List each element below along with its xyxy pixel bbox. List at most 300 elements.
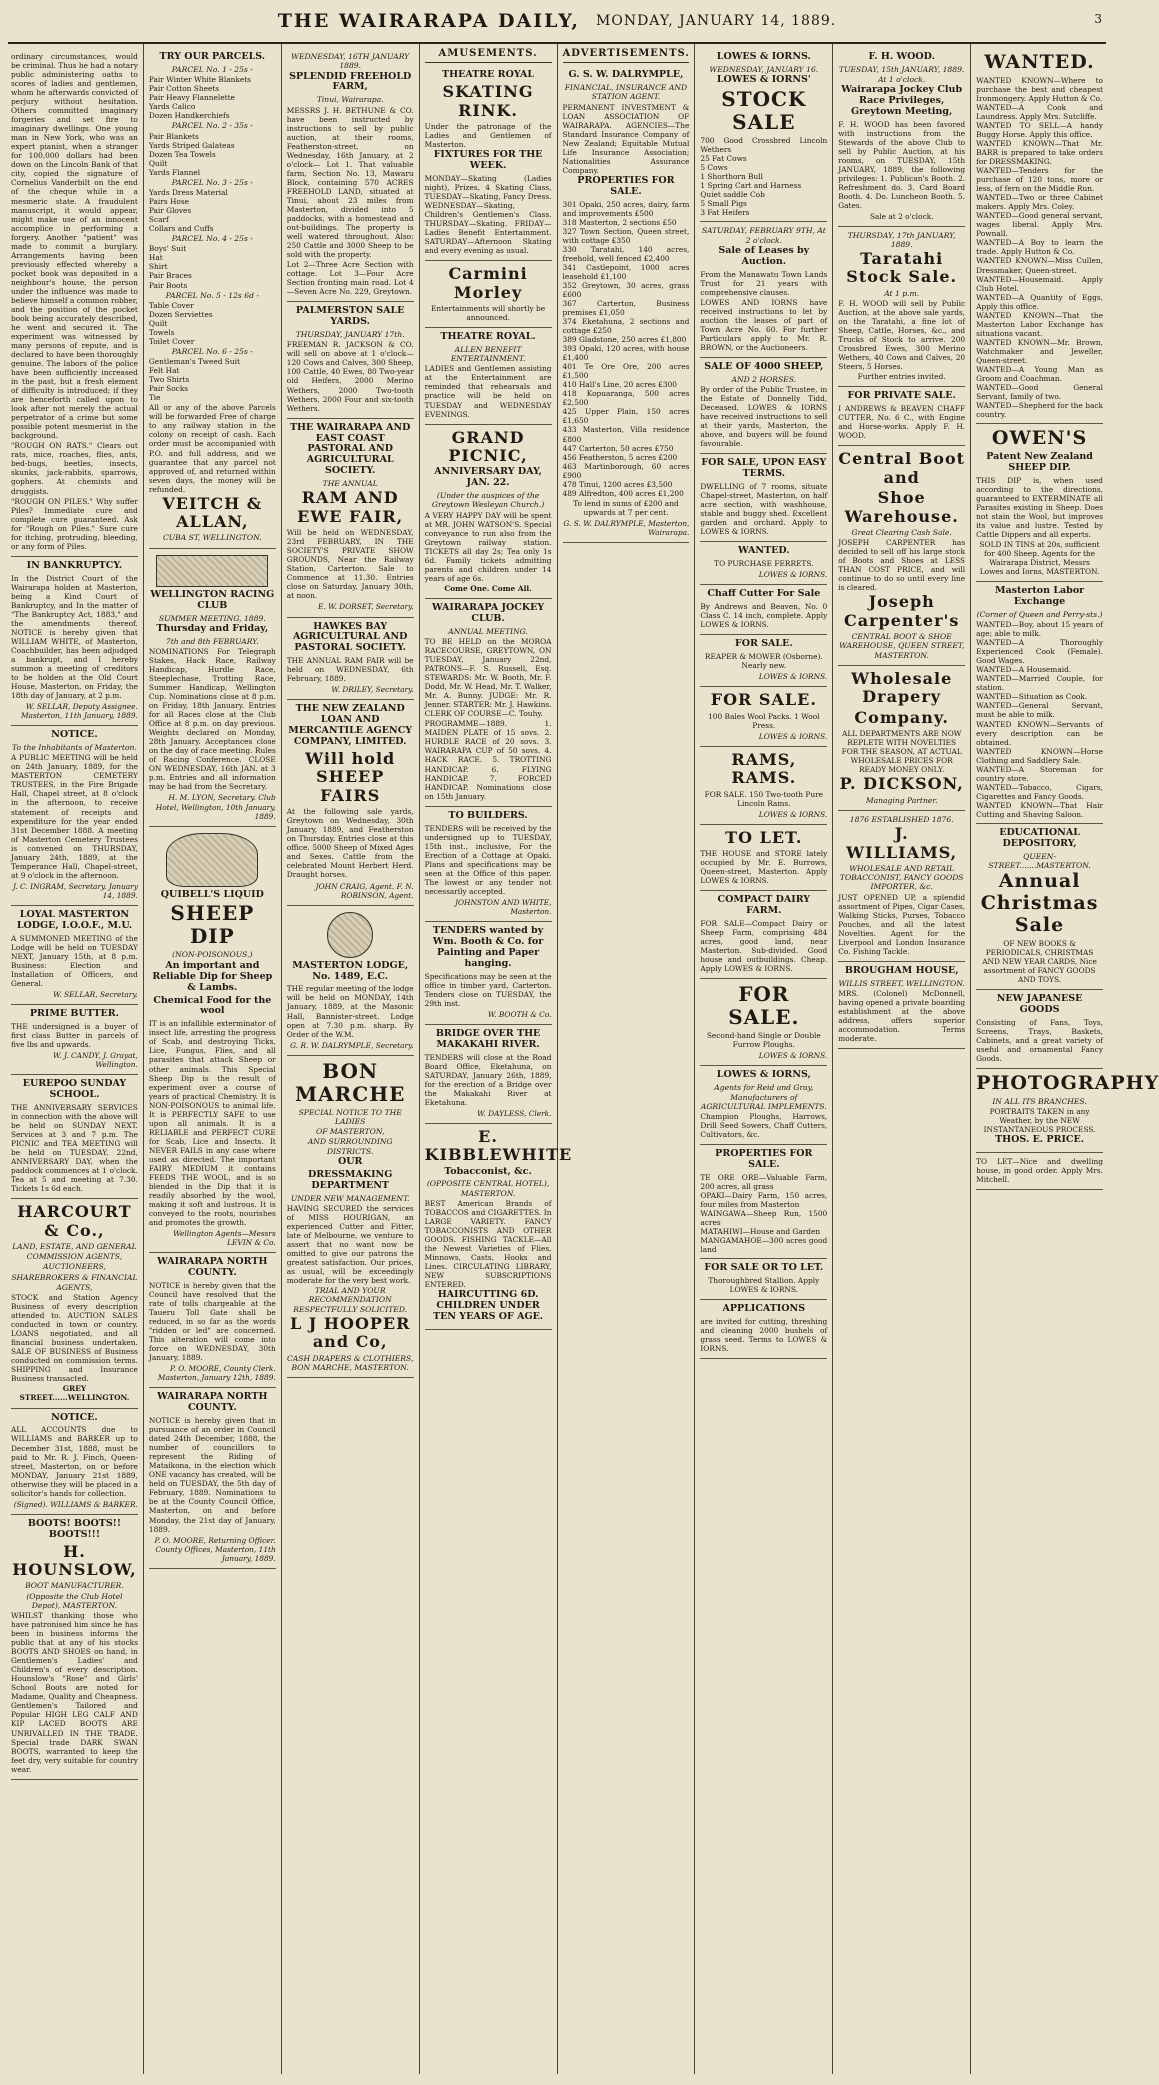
ad-title: H. HOUNSLOW, xyxy=(12,1541,137,1579)
ad-heading: HAWKES BAY AGRICULTURAL AND PASTORAL SOCIETY. xyxy=(292,620,408,654)
list-item: 463 Martinborough, 60 acres £900 xyxy=(562,461,690,480)
ad-body: PERMANENT INVESTMENT & LOAN ASSOCIATION OF WAIRARAPA. AGENCIES—The Standard Insurance Company of New Zealand; Equitable Mutual Life Insurance Association; Nationalities Assurance Company. xyxy=(562,102,690,175)
ad-title: Patent New Zealand SHEEP DIP. xyxy=(986,450,1093,473)
list-item: 447 Carterton, 50 acres £750 xyxy=(562,443,674,453)
ad-sub: IN ALL ITS BRANCHES. xyxy=(992,1096,1087,1106)
ad-sub: QUEEN-STREET.......MASTERTON. xyxy=(988,851,1091,870)
list-item: WANTED TO SELL—A handy Buggy Horse. Apply this office. xyxy=(976,121,1103,140)
ad-footer: SOLD IN TINS at 20s, sufficient for 400 Sheep. Agents for the Wairarapa District, Messrs Lowes and Iorns, MASTERTON. xyxy=(979,539,1100,577)
ad-body: FOR SALE—Compact Dairy or Sheep Farm, comprising 484 acres, good land, near Masterton. Sub-divided. Good house and outbuildings. Cheap. Apply LOWES & IORNS. xyxy=(700,919,828,974)
ad-body: TO BE HELD on the MOROA RACECOURSE, GREYTOWN, ON TUESDAY, January 22nd, PATRONS—F. S. Russell, Esq. STEWARDS: Mr. W. Booth, Mr. F. Dodd, Mr. W. Head, Mr. T. Walker, Mr. A. Bunny. JUDGE: Mr. R. Jenner. STARTER: Mr. J. Hawkins. CLERK OF COURSE—C. Touhy. xyxy=(424,637,552,719)
parcel-title: PARCEL No. 6 - 25s - xyxy=(171,346,253,356)
cemetery-notice xyxy=(11,726,138,906)
ad-heading: THEATRE ROYAL xyxy=(442,69,535,81)
list-item: 478 Tinui, 1200 acres £3,500 xyxy=(562,479,673,489)
skating-rink-ad xyxy=(425,66,552,261)
notice-heading: WAIRARAPA NORTH COUNTY. xyxy=(157,1256,268,1279)
parcel-item: Towels xyxy=(148,327,175,337)
ad-body: WHILST thanking those who have patronised him since he has been in business informs the public that at any of his stocks BOOTS AND SHOES on hand, in Gentlemen's Ladies' and Children's of every description. Hounslow's "Rose" and Girls' School Boots are noted for Madame, Quality and Cheapness. Gentlemen's Tailored and Popular HIGH LEG CALF AND KIP LACED BOOTS ARE UNRIVALLED IN THE TRADE. Special trade DARK SWAN BOOTS, warranted to keep the feet dry, very suitable for country wear. xyxy=(11,1611,138,1774)
intro-article xyxy=(11,48,138,557)
ad-heading: FOR SALE. xyxy=(710,690,817,710)
ad-subheading: PROPERTIES FOR SALE. xyxy=(577,174,675,197)
ad-heading: RAMS, RAMS. xyxy=(731,749,797,788)
ad-signature: G. S. W. DALRYMPLE, Masterton, Wairarapa. xyxy=(563,518,690,537)
ad-line: AND SURROUNDING DISTRICTS. xyxy=(307,1137,393,1156)
masthead xyxy=(8,0,1106,44)
parcel-title: PARCEL No. 1 - 25s - xyxy=(171,64,253,74)
parcel-title: PARCEL No. 4 - 25s - xyxy=(171,234,253,244)
ad-body: FREEMAN R. JACKSON & CO. will sell on above at 1 o'clock— 120 Cows and Calves, 300 Sheep, 100 Cattle, 40 Ewes, 80 Two-year old Heifers, 2000 Merino Wethers, 2000 Two-tooth Wethers, 2000 Four and six-tooth Wethers. xyxy=(286,340,414,413)
parcel-item: Yards Calico xyxy=(148,102,196,112)
ad-body: 100 Bales Wool Packs. 1 Wool Press. xyxy=(708,711,820,730)
list-item: WANTED—Good General Servant, family of two. xyxy=(976,382,1103,401)
ad-firm: L J HOOPER and Co, xyxy=(289,1313,411,1352)
farm-sale-ad xyxy=(287,48,414,302)
to-let-dwelling xyxy=(976,1153,1103,1190)
accounts-notice xyxy=(11,1409,138,1515)
ad-heading: PHOTOGRAPHY xyxy=(976,1071,1159,1094)
parcel-item: Pair Gloves xyxy=(148,206,192,216)
ad-heading: NEW JAPANESE GOODS xyxy=(996,992,1083,1015)
column-1 xyxy=(6,44,144,2074)
ad-signature: LOWES & IORNS. xyxy=(758,570,828,580)
ad-title: Sale of Leases by Auction. xyxy=(718,244,810,267)
column-7 xyxy=(833,44,971,2074)
list-item: WANTED—Good general servant, wages liberal. Apply Mrs. Pownall. xyxy=(976,211,1103,239)
ad-heading: BON MARCHE xyxy=(295,1058,406,1106)
notice-heading: LOYAL MASTERTON LODGE, I.O.O.F., M.U. xyxy=(16,908,133,931)
ad-heading: FOR PRIVATE SALE. xyxy=(847,390,956,402)
list-item: 352 Greytown, 30 acres, grass £600 xyxy=(562,280,690,300)
wanted-list xyxy=(976,76,1103,419)
parcel-item: Table Cover xyxy=(148,300,194,310)
notice-body: THE regular meeting of the lodge will be held on MONDAY, 14th January, 1889, at the Masonic Hall, Bannister-street. Lodge open at 7.30 p.m. sharp. By Order of the W.M. xyxy=(286,984,414,1039)
harcourt-ad xyxy=(11,1199,138,1408)
ad-footer: To lend in sums of £200 and upwards at 7 per cent. xyxy=(573,498,679,517)
butter-ad xyxy=(11,1005,138,1075)
parcel-item: Hat xyxy=(148,253,163,263)
list-item: 330 Taratahi, 140 acres, freehold, well fenced £2,400 xyxy=(562,244,690,263)
ad-heading: FOR SALE, UPON EASY TERMS. xyxy=(701,457,827,480)
ad-title: SALE OF 4000 SHEEP, xyxy=(704,361,824,372)
list-item: 389 Gladstone, 250 acres £1,800 xyxy=(562,335,687,345)
ad-heading: HARCOURT & Co., xyxy=(17,1202,132,1240)
ad-body: NOMINATIONS For Telegraph Stakes, Hack Race, Railway Handicap, Hurdle Race, Steeplechase, Trotting Race, Summer Handicap, Wellington Cup. Nominations close at 8 p.m. on Friday, 18th January. Entries for all Races close at the Club Office at 8 p.m. on day previous. Weights declared on Monday, 28th January. Acceptances close on the day of race meeting. Rules of Racing Conference. CLOSE ON WEDNESDAY, 16th JAN. at 3 p.m. Entries and all information may be had from the Secretary. xyxy=(148,646,276,792)
sheep-icon xyxy=(166,833,258,887)
ad-heading: Central Boot and xyxy=(838,449,965,487)
list-item: Quiet saddle Cob xyxy=(700,190,765,200)
ad-heading: TENDERS wanted by Wm. Booth & Co. for Painting and Paper hanging. xyxy=(432,924,544,969)
ad-body: TO LET—Nice and dwelling house, in good order. Apply Mrs. Mitchell. xyxy=(976,1156,1103,1185)
list-item: MATAHIWI—House and Garden xyxy=(700,1227,821,1237)
article-paragraph: ordinary circumstances, would be criminal. Thus he had a notary public administering oaths to scores of ladies and gentlemen, whom he afterwards convicted of perjury without hesitation. Others committed imaginary forgeries and set fire to imaginary dwellings. One young man in New York, who was an expert pianist, when a stranger for 100,000 dollars had been down on the Lincoln Bank of that city, copied the signature of Cornelius Vanderbilt on the end of the cheque while in a mesmeric state. A fraudulent manuscript, it would appear, might make use of an innocent accomplice in performing a forgery. Another "patient" was made to commit a burglary. Arrangements having been previously effected whereby a pocket book was deposited in a neighbour's house, the person under the influence was made to believe himself a common robber, and the position of the pocket book being accurately described, he went and secured it. The experiment was witnessed by many persons of repute, and is declared to have been thoroughly genuine. The labors of the police have been sufficiently increased in the past, but a fresh element of difficulty is introduced; if they are henceforth called upon to look after not merely the actual perpetrator of a crime but some possible potent mesmerist in the background. xyxy=(11,52,138,441)
parcel-item: Pairs Hose xyxy=(148,197,190,207)
ad-est: 1876 ESTABLISHED 1876. xyxy=(849,814,954,824)
list-item: WANTED—Boy, about 15 years of age; able to milk. xyxy=(976,620,1103,639)
list-item: WANTED—Housemaid. Apply Club Hotel. xyxy=(976,274,1103,293)
ferrets-wanted xyxy=(700,542,827,585)
painting-tender xyxy=(425,922,552,1025)
masonic-emblem-icon xyxy=(327,912,373,958)
parcel-item: Collars and Cuffs xyxy=(148,224,214,234)
property-list xyxy=(700,1173,827,1254)
ad-sub: WILLIS STREET, WELLINGTON. xyxy=(838,978,965,988)
ad-date: THURSDAY, 17th JANUARY, 1889. xyxy=(847,230,956,249)
ad-body: A VERY HAPPY DAY will be spent at MR. JOHN WATSON'S. Special conveyance to run also from the Greytown railway station. TICKETS all day 2s; Tea only 1s 6d. Family tickets admitting parents and children under 14 years of age 6s. xyxy=(424,510,552,583)
parcel-title: PARCEL No. 3 - 25s - xyxy=(171,177,253,187)
ad-heading: BOOTS! BOOTS!! BOOTS!!! xyxy=(27,1517,122,1540)
ad-body: FOR SALE. 150 Two-tooth Pure Lincoln Rams. xyxy=(704,789,824,808)
list-item: WANTED—General Servant, must be able to milk. xyxy=(976,701,1103,720)
list-item: 3 Fat Heifers xyxy=(700,208,750,218)
ad-heading: WANTED. xyxy=(737,545,790,557)
parcel-item: Dozen Tea Towels xyxy=(148,149,216,159)
parcels-ad xyxy=(149,48,276,549)
ad-heading: WANTED. xyxy=(984,51,1095,73)
ad-heading: WAIRARAPA JOCKEY CLUB. xyxy=(431,601,545,624)
ad-body: OF NEW BOOKS & PERIODICALS, CHRISTMAS AND NEW YEAR CARDS, Nice assortment of FANCY GOODS AND TOYS. xyxy=(982,938,1097,984)
list-item: WANTED KNOWN—That the Masterton Labor Exchange has situations vacant. xyxy=(976,310,1103,338)
ad-firm: VEITCH & ALLAN, xyxy=(162,493,263,532)
ad-heading: PALMERSTON SALE YARDS. xyxy=(295,305,405,328)
ad-body: From the Manawatu Town Lands Trust for 21 years with comprehensive clauses. xyxy=(700,269,828,297)
ad-heading: TO BUILDERS. xyxy=(448,809,528,821)
notice-signature: W. SELLAR, Deputy Assignee. Masterton, 11th January, 1889. xyxy=(20,702,138,721)
ad-body: DWELLING of 7 rooms, situate Chapel-street, Masterton, on half acre section, with washhouse, stable and buggy shed. Excellent garden and orchard. Apply to LOWES & IORNS. xyxy=(700,482,828,537)
chaff-cutter-ad xyxy=(700,585,827,635)
column-6 xyxy=(695,44,833,2074)
woolpack-sale xyxy=(700,687,827,746)
notice-body: A PUBLIC MEETING will be held on 24th January, 1889, for the MASTERTON CEMETERY TRUSTEES, in the Fire Brigade Hall, Chapel street, at 8 o'clock in the afternoon, to receive statement of receipts and expenditure for the year ended 31st December 1888. A meeting of Masterton Cemetery Trustees is convened on THURSDAY, January 24th, 1889, at the Temperance Hall, Chapel-street, at 9 o'clock in the afternoon. xyxy=(11,753,138,880)
list-item: WANTED—A Storeman for country store. xyxy=(976,764,1103,783)
ad-signature: W. J. CANDY, J. Grayat, Wellington. xyxy=(52,1050,138,1069)
ad-tagline: An important and Reliable Dip for Sheep & Lambs. xyxy=(152,959,273,993)
ad-heading: E. KIBBLEWHITE xyxy=(424,1126,573,1165)
parcel-item: Boys' Suit xyxy=(148,244,187,254)
ad-date: THURSDAY, JANUARY 17th. xyxy=(295,330,405,340)
notice-body: NOTICE is hereby given that the Council have resolved that the rate of tolls chargeable at the Taueru Toll Gate shall be reduced, in so far as the words "ridden or led" are concerned. This alteration will come into force on WEDNESDAY, 30th January, 1889. xyxy=(148,1280,276,1363)
sheep-sale xyxy=(700,358,827,454)
ad-sub: Agents for Reid and Gray, Manufacturers of AGRICULTURAL IMPLEMENTS. xyxy=(700,1083,827,1111)
ad-heading: Wholesale Drapery xyxy=(851,668,953,707)
ad-schedule: MONDAY—Skating (Ladies night), Prizes, 4 Skating Class, TUESDAY—Skating, Fancy Dress. WEDNESDAY—Skating, Children's Gentlemen's Class. THURSDAY—Skating. FRIDAY—Ladies Benefit Entertainment. SATURDAY—Afternoon Skating and every evening as usual. xyxy=(424,173,552,256)
ad-body: By Andrews and Beaven, No. 0 Class C. 14 inch, complete. Apply LOWES & IORNS. xyxy=(700,602,828,630)
ad-firm-sub: CASH DRAPERS & CLOTHIERS, BON MARCHE, MASTERTON. xyxy=(287,1353,414,1372)
list-item: 418 Kopuaranga, 500 acres £2,500 xyxy=(562,389,690,408)
ad-body: are invited for cutting, threshing and cleaning 2000 bushels of grass seed. Terms to LOWES & IORNS. xyxy=(700,1317,828,1354)
ad-signature: LOWES & IORNS. xyxy=(758,1051,828,1061)
parcel-item: Yards Dress Material xyxy=(148,187,228,197)
notice-signature: J. C. INGRAM, Secretary. January 14, 1889. xyxy=(12,881,138,900)
ad-heading: THEATRE ROYAL. xyxy=(440,330,536,342)
parcel-item: Quilt xyxy=(148,158,168,168)
ad-line: AGENTS, xyxy=(56,1282,93,1292)
list-item: 318 Masterton, 2 sections £50 xyxy=(562,217,677,227)
hawkes-bay-ad xyxy=(287,618,414,701)
labor-exchange-ad xyxy=(976,582,1103,824)
ad-heading: PRIME BUTTER. xyxy=(29,1007,119,1019)
notice-sub: To the Inhabitants of Masterton. xyxy=(12,743,137,753)
page-number: 3 xyxy=(1094,12,1102,26)
ad-heading: Chaff Cutter For Sale xyxy=(707,588,821,600)
bankruptcy-notice xyxy=(11,557,138,726)
ad-title: Annual Christmas Sale xyxy=(980,870,1099,936)
ad-sub: Great Clearing Cash Sale. xyxy=(851,527,952,537)
column-5 xyxy=(558,44,696,2074)
ad-sub: THE ANNUAL xyxy=(322,479,378,489)
ram-fair-ad xyxy=(287,419,414,618)
ad-programme: PROGRAMME—1889. 1. MAIDEN PLATE of 15 sovs. 2. HURDLE RACE of 20 sovs. 3. WAIRARAPA CUP of 50 sovs. 4. HACK RACE. 5. TROTTING HANDICAP. 6. FLYING HANDICAP. 7. FORCED HANDICAP. Nominations close on 15th January. xyxy=(424,719,552,801)
ad-heading: TO LET. xyxy=(725,827,803,847)
ad-heading: FOR SALE. xyxy=(728,982,800,1030)
ad-firm-sub: CENTRAL BOOT & SHOE WAREHOUSE, QUEEN STREET, MASTERTON. xyxy=(839,632,965,660)
notice-heading: MASTERTON LODGE, No. 1489, E.C. xyxy=(292,959,409,982)
ad-heading: Masterton Labor Exchange xyxy=(994,585,1085,607)
ad-body: BEST American Brands of TOBACCOS and CIGARETTES. In LARGE VARIETY. FANCY TOBACCONISTS AND OTHER GOODS. FISHING TACKLE—All the Newest Varieties of Flies, Minnows, Casts, Hooks and Lines. CIRCULATING LIBRARY, NEW SUBSCRIPTIONS ENTERED. xyxy=(424,1198,552,1290)
county-notice xyxy=(149,1253,276,1388)
brougham-ad xyxy=(838,962,965,1049)
ad-body: REAPER & MOWER (Osborne). Nearly new. xyxy=(704,652,823,671)
ad-line: SPECIAL NOTICE TO THE LADIES xyxy=(298,1107,402,1126)
notice-body: A SUMMONED MEETING of the Lodge will be held on TUESDAY NEXT, January 15th, at 8 p.m. Business: Election and Installation of Officers, and General. xyxy=(11,933,138,988)
ad-line: DRESSMAKING DEPARTMENT xyxy=(308,1168,393,1191)
ad-title: RAM AND EWE FAIR, xyxy=(297,488,404,526)
list-item: 456 Featherston, 5 acres £200 xyxy=(562,452,678,462)
private-sale-7 xyxy=(838,387,965,446)
ad-title: Company. xyxy=(854,707,949,727)
property-list xyxy=(563,200,690,498)
ad-name: P. DICKSON, xyxy=(839,774,964,794)
ad-body: I ANDREWS & BEAVEN CHAFF CUTTER, No. 6 C., with Engine and Horse-works. Apply F. H. WOOD. xyxy=(838,404,966,441)
ad-footer: Come One. Come All. xyxy=(444,583,532,593)
ad-body: PORTRAITS TAKEN in any Weather, by the NEW INSTANTANEOUS PROCESS. xyxy=(983,1106,1096,1135)
ad-body: IT is an infallible exterminator of insect life, arresting the progress of Scab, and destroying Ticks, Lice, Fungus, Flies, and all parasites that attack Sheep or other animals. This Special Sheep Dip is the result of experiment over a course of years of practical Chemistry. It is NON-POISONOUS to animal life. It is PERFECTLY SAFE to use upon all animals. It is a RELIABLE and PERFECT CURE for Scab, Lice and Insects. It NEVER FAILS in any case where used as directed. The important FAIRY MEDIUM it contains FEEDS THE WOOL, and is so blended in the Dip that it is readily absorbed by the wool, making it soft and lustrous. It is conveyed to the roots, nourishes and promotes the growth. xyxy=(148,1019,276,1228)
parcel-title: PARCEL No. 2 - 35s - xyxy=(171,121,253,131)
ad-body: Specifications may be seen at the office in timber yard, Carterton. Tenders close on TUESDAY, the 29th inst. xyxy=(424,971,552,1008)
column-3 xyxy=(282,44,420,2074)
parcel-item: Pair Winter White Blankets xyxy=(148,75,251,85)
column-heading: ADVERTISEMENTS. xyxy=(563,48,690,63)
ad-sub: (Under the auspices of the Greytown Wesleyan Church.) xyxy=(431,491,545,510)
notice-signature: G. R. W. DALRYMPLE, Secretary. xyxy=(290,1040,414,1050)
notice-body: THE ANNIVERSARY SERVICES in connection with the above will be held on SUNDAY NEXT. Services at 3 and 7 p.m. The PICNIC and TEA MEETING will be held on TUESDAY, 22nd, ANNIVERSARY DAY, when the paddock commences at 1 o'clock. Tea at 5 and meeting at 7.30. Tickets 1s 6d each. xyxy=(11,1102,138,1194)
ad-footer: HAIRCUTTING 6D. CHILDREN UNDER TEN YEARS OF AGE. xyxy=(433,1289,544,1323)
ad-heading: OWEN'S xyxy=(991,427,1088,450)
ad-footer: Further entries invited. xyxy=(857,372,946,382)
list-item: 367 Carterton, Business premises £1,050 xyxy=(562,299,690,318)
paper-title: THE WAIRARAPA DAILY, xyxy=(277,10,581,32)
ad-body: THE ANNUAL RAM FAIR will be held on WEDNESDAY, 6th February, 1889. xyxy=(286,656,414,684)
williams-ad xyxy=(838,811,965,962)
list-item: 393 Opaki, 120 acres, with house £1,400 xyxy=(562,344,690,363)
ad-signature: W. DRILEY, Secretary. xyxy=(331,685,414,695)
parcel-item: Yards Flannel xyxy=(148,167,201,177)
ad-heading: LOWES & IORNS. xyxy=(716,51,811,62)
list-item: 1 Spring Cart and Harness xyxy=(700,181,802,191)
ad-signature: JOHNSTON AND WHITE, Masterton. xyxy=(454,897,552,916)
ad-body: THIS DIP is, when used according to the directions, guaranteed to EXTERMINATE all Parasites existing in Sheep. Does not stain the Wool, but improves its value and lustre. Tested by Cattle Dippers and all experts. xyxy=(976,475,1103,539)
issue-date: MONDAY, JANUARY 14, 1889. xyxy=(596,13,837,29)
ad-heading: GRAND PICNIC, xyxy=(448,427,528,465)
palmerston-ad xyxy=(287,302,414,418)
morley-ad xyxy=(425,261,552,328)
column-2 xyxy=(144,44,282,2074)
ad-heading: Carmini Morley xyxy=(448,264,528,302)
lowes-stock-sale xyxy=(700,48,827,222)
list-item: TE ORE ORE—Valuable Farm, 200 acres, all grass xyxy=(700,1173,828,1192)
ad-title: SKATING RINK. xyxy=(442,82,534,120)
applications-ad xyxy=(700,1300,827,1359)
ad-footer: Sale at 2 o'clock. xyxy=(869,211,934,221)
ad-heading: J. WILLIAMS, xyxy=(846,824,958,862)
loan-company-ad xyxy=(287,700,414,905)
ad-heading: FOR SALE OR TO LET. xyxy=(704,1262,824,1274)
masonic-notice xyxy=(287,906,414,1056)
ad-line: SHAREBROKERS & FINANCIAL xyxy=(11,1272,138,1282)
article-paragraph: "ROUGH ON RATS." Clears out rats, mice, roaches, flies, ants, bed-bugs, beetles, insects, skunks, jack-rabbits, sparrows, gophers. At chemists and druggists. xyxy=(11,441,138,496)
ad-sub: WHOLESALE AND RETAIL TOBACCONIST, FANCY GOODS IMPORTER, &c. xyxy=(839,863,964,892)
list-item: 700 Good Crossbred Lincoln Wethers xyxy=(700,136,828,155)
list-item: 433 Masterton, Villa residence £800 xyxy=(562,425,690,444)
ad-body: Champion Ploughs, Harrows, Drill Seed Sowers, Chaff Cutters, Cultivators, &c. xyxy=(700,1112,828,1140)
ad-body: Entertainments will shortly be announced. xyxy=(431,303,546,322)
ad-heading: WELLINGTON RACING CLUB xyxy=(150,588,275,611)
list-item: WANTED—A Boy to learn the trade. Apply Hutton & Co. xyxy=(976,238,1103,257)
list-item: MANGAMAHOE—300 acres good land xyxy=(700,1236,828,1255)
list-item: WANTED KNOWN—Mr. Brown, Watchmaker and Jeweller, Queen-street. xyxy=(976,337,1103,365)
wanted-ads xyxy=(976,48,1103,424)
column-heading: AMUSEMENTS. xyxy=(425,48,552,63)
parcel-item: Yards Striped Galateas xyxy=(148,140,235,150)
parcel-item: Two Shirts xyxy=(148,375,190,385)
ad-body: HAVING SECURED the services of MISS HOURIGAN, an experienced Cutter and Fitter, late of Melbourne, we venture to assert that no want now be omitted to give our patrons the greatest satisfaction. Our prices, as usual, will be exceedingly moderate for the very best work. xyxy=(286,1203,414,1286)
list-item: WANTED—A Young Man as Groom and Coachman. xyxy=(976,364,1103,383)
ad-signature: H. M. LYON, Secretary. Club Hotel, Wellington, 10th January, 1889. xyxy=(155,793,276,821)
ad-role: Managing Partner. xyxy=(865,795,938,805)
ad-sub: AND 2 HORSES. xyxy=(731,374,797,384)
notice-heading: IN BANKRUPTCY. xyxy=(26,559,123,571)
ad-line: LAND, ESTATE, AND GENERAL xyxy=(12,1241,137,1251)
hounslow-ad xyxy=(11,1515,138,1780)
ad-heading: BRIDGE OVER THE MAKAKAHI RIVER. xyxy=(435,1027,541,1050)
list-item: WANTED—Shepherd for the back country. xyxy=(976,400,1103,419)
ad-signature: W. DAYLESS, Clerk. xyxy=(477,1108,552,1118)
ad-heading: TRY OUR PARCELS. xyxy=(159,51,266,62)
ad-sub: ANNUAL MEETING. xyxy=(448,626,528,636)
ad-heading: QUIBELL'S LIQUID xyxy=(160,888,264,900)
ad-agents: Wellington Agents—Messrs LEVIN & Co. xyxy=(173,1229,276,1248)
ad-body: LOWES AND IORNS have received instructions to let by auction the leases of part of Town Acre No. 60. For further Particulars apply to Mr. R. BROWN, or the Auctioneers. xyxy=(700,297,828,352)
ad-sub: (Corner of Queen and Perry-sts.) xyxy=(976,609,1103,619)
ad-body: THE HOUSE and STORE lately occupied by Mr. E. Burrows, Queen-street, Masterton. Apply LOWES & IORNS. xyxy=(700,849,828,886)
dickson-ad xyxy=(838,666,965,811)
racing-ad xyxy=(149,549,276,827)
parcel-item: Toilet Cover xyxy=(148,336,195,346)
ad-sub: Tobacconist, &c. xyxy=(444,1165,532,1177)
ad-body: JUST OPENED UP, a splendid assortment of Pipes, Cigar Cases, Walking Sticks, Purses, Tobacco Pouches, and all the latest Novelties. Agent for the Liverpool and London Insurance Co. Fishing Tackle. xyxy=(838,892,966,956)
ad-date: SATURDAY, FEBRUARY 9TH, At 2 o'clock. xyxy=(701,226,826,245)
parcel-item: Scarf xyxy=(148,215,169,225)
ad-body: TENDERS will close at the Road Board Office, Eketahuna, on SATURDAY, January 26th, 1889, for the erection of a Bridge over the Makakahi River at Eketahuna. xyxy=(424,1052,552,1107)
ad-body: F. H. WOOD will sell by Public Auction, at the above sale yards, on the Taratahi, a fine lot of Sheep, Cattle, Horses, &c., and Trucks of Stock to arrive. 200 Crossbred Ewes, 300 Merino Wethers, 40 Cows and Calves, 20 Steers, 5 Horses. xyxy=(838,299,966,372)
ad-body: MRS. (Colonel) McDonnell, having opened a private boarding establishment at the above address, offers superior accommodation. Terms moderate. xyxy=(838,989,966,1044)
list-item: 410 Hall's Line, 20 acres £300 xyxy=(562,380,677,390)
list-item: WANTED—Situation as Cook. xyxy=(976,692,1088,702)
ad-body: Second-hand Single or Double Furrow Ploughs. xyxy=(706,1031,821,1050)
horse-icon xyxy=(156,555,268,587)
ad-address: CUBA ST, WELLINGTON. xyxy=(162,533,262,543)
list-item: WANTED—Two or three Cabinet makers. Apply Mrs. Coley. xyxy=(976,193,1103,212)
ad-signature: E. W. DORSET, Secretary. xyxy=(318,602,414,612)
columns xyxy=(6,44,1159,2074)
ad-body: THE undersigned is a buyer of first class Butter in parcels of five lbs and upwards. xyxy=(11,1021,138,1049)
ad-address: GREY STREET......WELLINGTON. xyxy=(19,1384,130,1403)
ad-line: COMMISSION AGENTS, xyxy=(26,1252,123,1262)
kibblewhite-ad xyxy=(424,1124,573,1330)
list-item: WANTED—Tobacco, Cigars, Cigarettes and Fancy Goods. xyxy=(976,782,1103,801)
taratahi-sale xyxy=(838,227,965,388)
ad-heading: PROPERTIES FOR SALE. xyxy=(715,1148,813,1171)
ad-body: TENDERS will be received by the undersigned up to TUESDAY, 15th inst., inclusive, For the Erection of a Cottage at Opaki. Plans and specifications may be seen at the Office of this paper. The lowest or any tender not necessarily accepted. xyxy=(424,823,552,896)
ad-title: SHEEP DIP xyxy=(170,901,255,949)
ad-heading: APPLICATIONS xyxy=(722,1303,806,1315)
list-item: WANTED KNOWN—Horse Clothing and Saddlery Sale. xyxy=(976,746,1103,765)
properties-ad xyxy=(700,1145,827,1259)
notice-signature: W. SELLAR, Secretary. xyxy=(53,989,138,999)
list-item: WANTED KNOWN—Miss Cullen, Dressmaker, Queen-street. xyxy=(976,256,1103,275)
ad-sub: FINANCIAL, INSURANCE AND STATION AGENT. xyxy=(564,83,688,102)
list-item: 374 Eketahuna, 2 sections and cottage £250 xyxy=(562,317,690,336)
notice-signature: P. O. MOORE, Returning Officer. County Offices, Masterton, 11th January, 1889. xyxy=(154,1535,276,1563)
ad-sub: (OPPOSITE CENTRAL HOTEL), MASTERTON. xyxy=(426,1179,550,1198)
ad-dates: 7th and 8th FEBRUARY. xyxy=(165,636,259,646)
parcel-title: PARCEL No. 5 - 12s 6d - xyxy=(165,290,259,300)
ad-signature: W. BOOTH & Co. xyxy=(487,1009,552,1019)
ad-sub: SUMMER MEETING, 1889. xyxy=(158,613,266,623)
parcel-groups xyxy=(149,65,276,402)
bon-marche-ad xyxy=(287,1056,414,1379)
ad-heading: THE WAIRARAPA AND EAST COAST PASTORAL AND AGRICULTURAL SOCIETY. xyxy=(289,421,411,477)
ad-signature: LOWES & IORNS. xyxy=(758,809,828,819)
ad-title: Will hold SHEEP FAIRS xyxy=(305,749,396,805)
ad-lots: Lot 2—Three Acre Section with cottage. Lot 3—Four Acre Section fronting main road. Lot 4—Seven Acre No. 229, Greytown. xyxy=(286,260,414,297)
theatre-ad xyxy=(425,328,552,425)
parcel-item: Dozen Handkerchiefs xyxy=(148,111,230,121)
lease-sale xyxy=(700,222,827,358)
list-item: WANTED—A Thoroughly Experienced Cook (Female). Good Wages. xyxy=(976,638,1103,666)
list-item: WANTED—A Housemaid. xyxy=(976,665,1072,675)
ad-signature: LOWES & IORNS. xyxy=(758,672,828,682)
sunday-school-notice xyxy=(11,1075,138,1199)
ad-subheading: FIXTURES FOR THE WEEK. xyxy=(433,148,543,171)
ad-sub: (Opposite the Club Hotel Depot), MASTERTON. xyxy=(26,1591,123,1610)
ad-sub: (NON-POISONOUS.) xyxy=(172,950,253,960)
parcel-item: Tie xyxy=(148,393,161,403)
ad-signature: LOWES & IORNS. xyxy=(758,731,828,741)
implements-ad xyxy=(700,1066,827,1145)
ad-heading: THE NEW ZEALAND LOAN AND MERCANTILE AGENCY COMPANY, LIMITED. xyxy=(288,703,413,748)
ad-body: LADIES and Gentlemen assisting at the Entertainment are reminded that rehearsals and practice will be held on TUESDAY and WEDNESDAY EVENINGS. xyxy=(424,364,552,419)
ad-footer: TRIAL AND YOUR RECOMMENDATION RESPECTFULLY SOLICITED. xyxy=(293,1286,408,1314)
ad-body: Will be held on WEDNESDAY, 23rd FEBRUARY, IN THE SOCIETY'S PRIVATE SHOW GROUNDS, Near the Railway Station, Carterton. Sale to Commence at 11.30. Entries close on Saturday, January 30th, at noon. xyxy=(286,528,414,601)
parcel-item: Pair Cotton Sheets xyxy=(148,84,220,94)
to-let-ad xyxy=(700,825,827,892)
private-sale xyxy=(700,454,827,542)
parcel-item: Dozen Serviettes xyxy=(148,309,213,319)
list-item: WANTED KNOWN—That Mr. BARR is prepared to take orders for DRESSMAKING. xyxy=(976,139,1103,167)
list-item: WANTED—Married Couple, for station. xyxy=(976,674,1103,693)
ad-heading: LOWES & IORNS, xyxy=(716,1069,811,1081)
